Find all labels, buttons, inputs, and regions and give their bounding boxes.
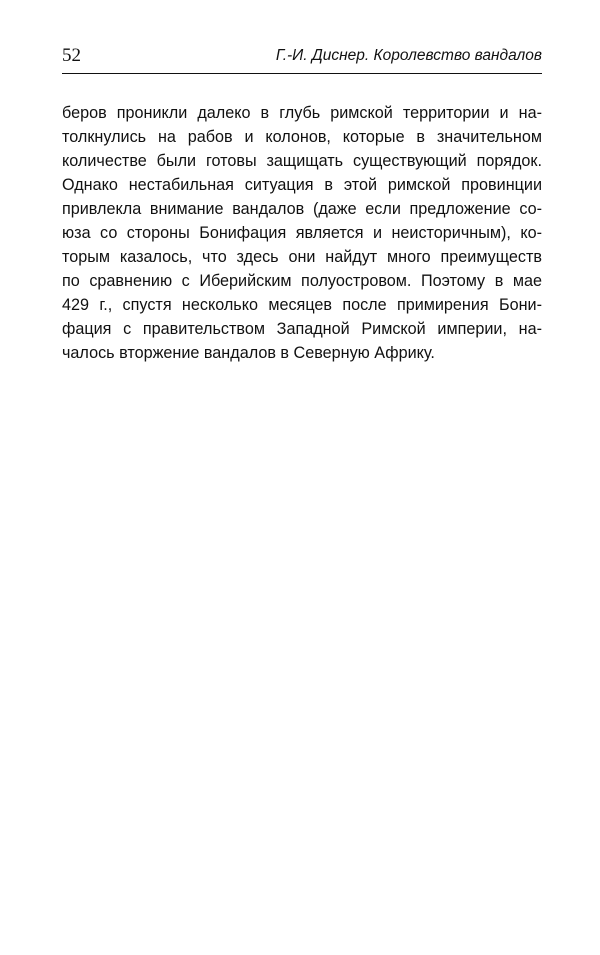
text-line: по сравнению с Иберийским полуостровом. Поэтому в мае (62, 272, 542, 290)
text-line: юза со стороны Бонифация является и неисторичным), ко- (62, 224, 542, 242)
text-line: беров проникли далеко в глубь римской территории и на- (62, 104, 542, 122)
text-line: толкнулись на рабов и колонов, которые в значительном (62, 128, 542, 146)
text-line: привлекла внимание вандалов (даже если предложение со- (62, 200, 542, 218)
text-line: фация с правительством Западной Римской империи, на- (62, 320, 542, 338)
text-line: 429 г., спустя несколько месяцев после примирения Бони- (62, 296, 542, 314)
text-line: количестве были готовы защищать существующий порядок. (62, 152, 542, 170)
running-head (62, 44, 542, 70)
running-title: Г.-И. Диснер. Королевство вандалов (275, 47, 542, 64)
text-line: Однако нестабильная ситуация в этой римской провинции (62, 176, 542, 194)
body-paragraph (62, 101, 542, 365)
page-number: 52 (62, 45, 81, 66)
text-line: торым казалось, что здесь они найдут много преимуществ (62, 248, 542, 266)
text-line: чалось вторжение вандалов в Северную Африку. (62, 344, 435, 362)
header-rule (62, 73, 542, 74)
